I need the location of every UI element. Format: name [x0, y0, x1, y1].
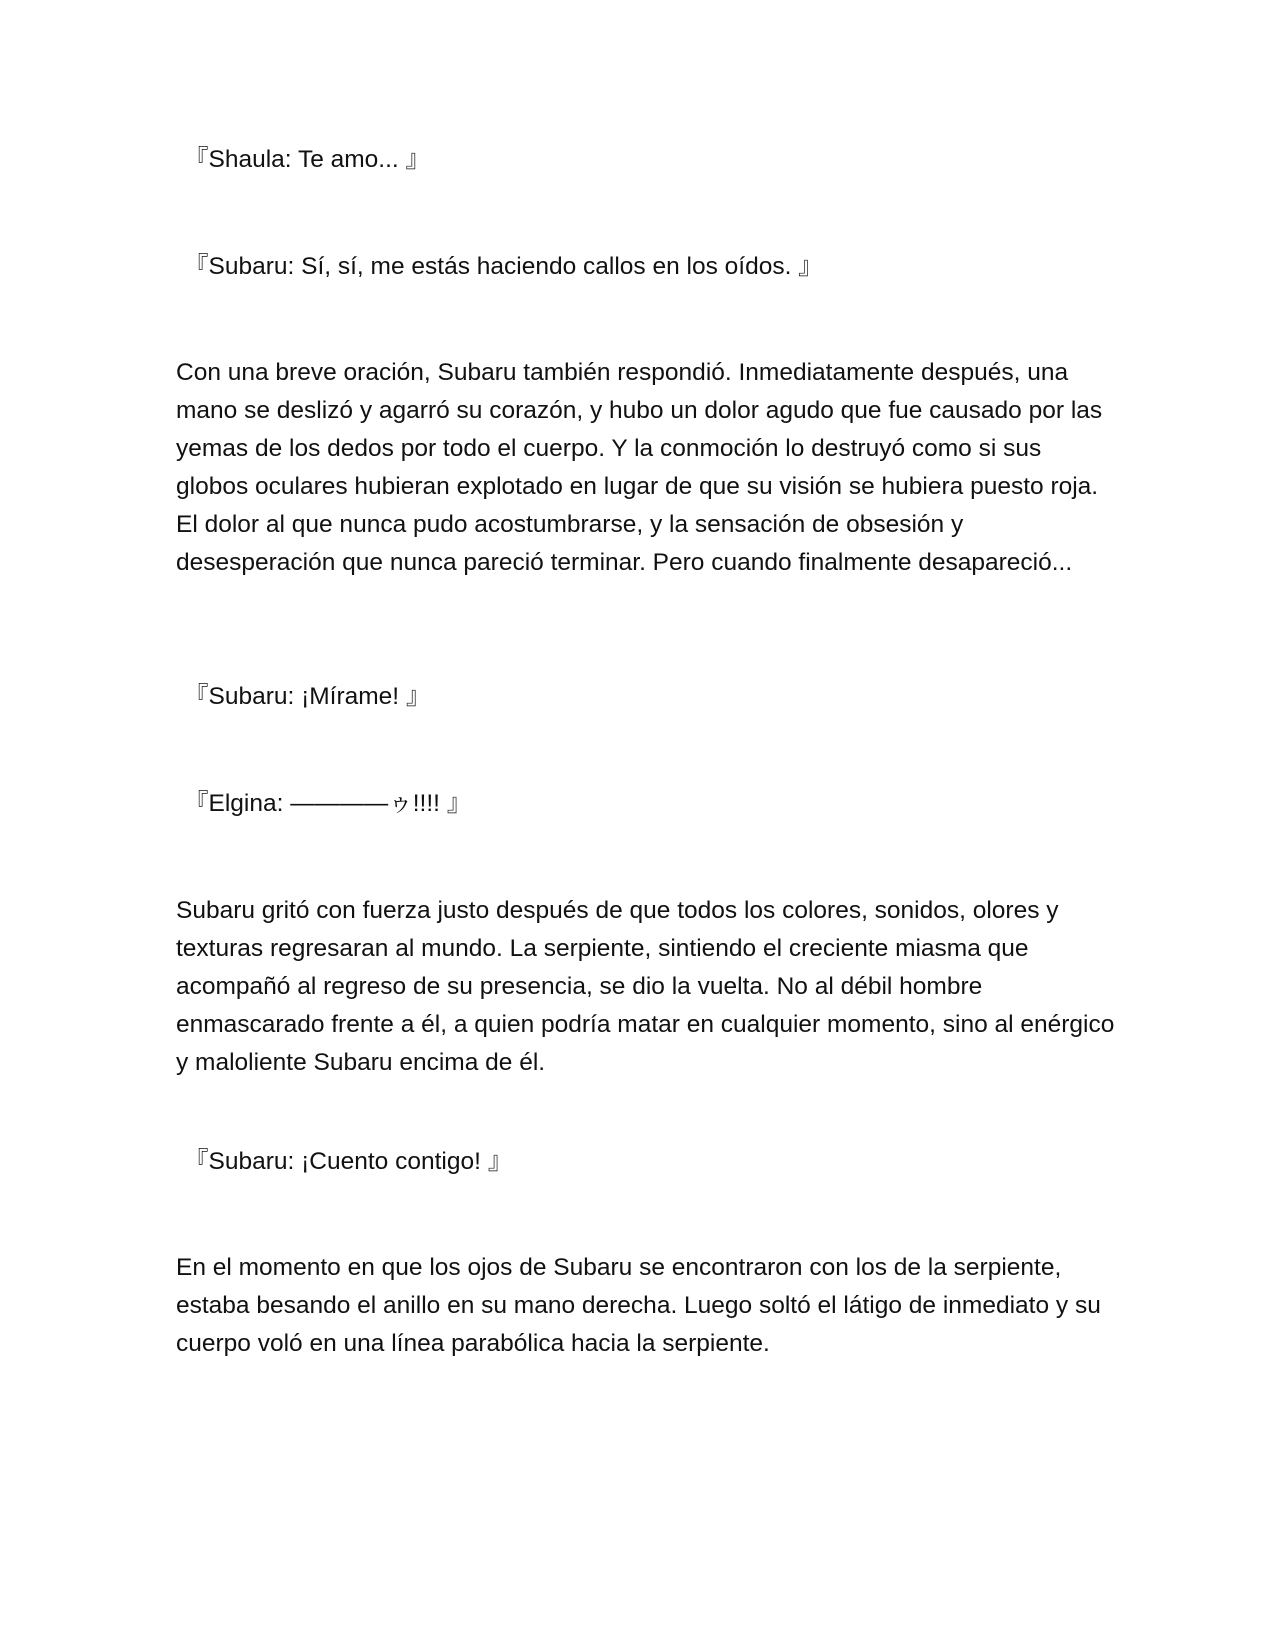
dialogue-line-subaru-2: 『Subaru: ¡Mírame! 』 [184, 683, 431, 710]
dialogue-line-subaru-1: 『Subaru: Sí, sí, me estás haciendo callos en los oídos. 』 [184, 253, 823, 280]
dialogue-line-shaula: 『Shaula: Te amo... 』 [184, 146, 431, 173]
narrative-paragraph-1: Con una breve oración, Subaru también respondió. Inmediatamente después, una mano se deslizó y agarró su corazón, y hubo un dolor agudo que fue causado por las yemas de los dedos por todo el cuerpo. Y la conmoción lo destruyó como si sus globos oculares hubieran explotado en lugar de que su visión se hubiera puesto roja. El dolor al que nunca pudo acostumbrarse, y la sensación de obsesión y desesperación que nunca pareció terminar. Pero cuando finalmente desapareció... [176, 359, 1103, 576]
narrative-paragraph-2: Subaru gritó con fuerza justo después de que todos los colores, sonidos, olores y texturas regresaran al mundo. La serpiente, sintiendo el creciente miasma que acompañó al regreso de su presencia, se dio la vuelta. No al débil hombre enmascarado frente a él, a quien podría matar en cualquier momento, sino al enérgico y maloliente Subaru encima de él. [176, 897, 1115, 1076]
narrative-paragraph-3: En el momento en que los ojos de Subaru se encontraron con los de la serpiente, estaba besando el anillo en su mano derecha. Luego soltó el látigo de inmediato y su cuerpo voló en una línea parabólica hacia la serpiente. [176, 1254, 1101, 1357]
dialogue-line-elgina: 『Elgina: ————ゥ!!!! 』 [184, 790, 472, 817]
dialogue-line-subaru-3: 『Subaru: ¡Cuento contigo! 』 [184, 1148, 513, 1175]
